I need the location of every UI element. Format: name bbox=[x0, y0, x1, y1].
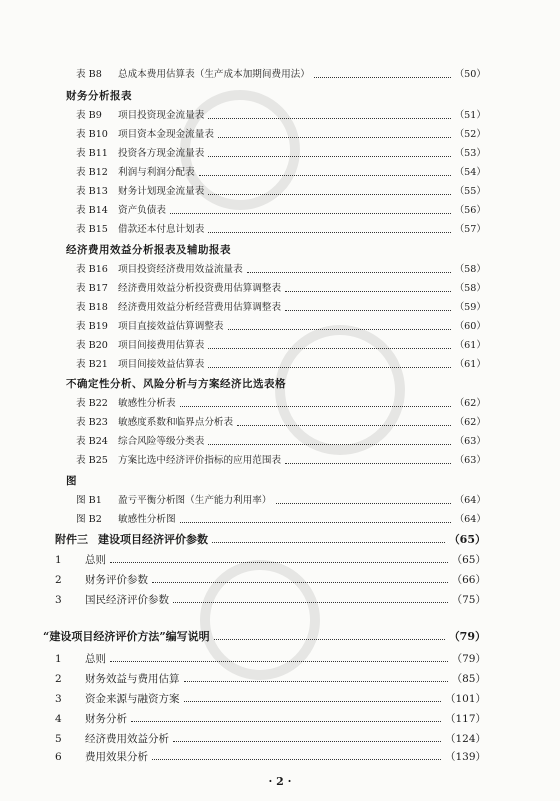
entry-page: （55） bbox=[454, 186, 486, 197]
section-title: 图 bbox=[66, 475, 77, 487]
entry-title: 项目直接效益估算调整表 bbox=[118, 321, 224, 332]
appendix-title: 建设项目经济评价参数 bbox=[98, 533, 208, 546]
toc-entry[interactable] bbox=[76, 492, 486, 510]
toc-entry[interactable] bbox=[76, 356, 486, 374]
entry-number: 1 bbox=[55, 554, 62, 566]
entry-title: 借款还本付息计划表 bbox=[118, 224, 205, 235]
entry-page: （61） bbox=[454, 359, 486, 370]
entry-page: （58） bbox=[454, 264, 486, 275]
leader-dots bbox=[285, 462, 451, 464]
entry-page: （65） bbox=[451, 554, 486, 566]
toc-entry[interactable] bbox=[55, 710, 486, 728]
leader-dots bbox=[218, 136, 451, 138]
entry-page: （63） bbox=[454, 436, 486, 447]
entry-number: 表 B13 bbox=[76, 186, 108, 197]
entry-page: （56） bbox=[454, 205, 486, 216]
entry-page: （57） bbox=[454, 224, 486, 235]
entry-title: 敏感性分析图 bbox=[118, 514, 176, 525]
entry-number: 表 B18 bbox=[76, 302, 108, 313]
toc-entry[interactable] bbox=[76, 280, 486, 298]
leader-dots bbox=[276, 502, 451, 504]
entry-title: 财务计划现金流量表 bbox=[118, 186, 205, 197]
entry-title: 总成本费用估算表（生产成本加期间费用法） bbox=[118, 69, 310, 80]
leader-dots bbox=[208, 347, 450, 349]
entry-number: 表 B8 bbox=[76, 69, 102, 80]
leader-dots bbox=[212, 541, 445, 543]
toc-entry[interactable] bbox=[76, 511, 486, 529]
entry-title: 项目资本金现金流量表 bbox=[118, 129, 214, 140]
toc-entry[interactable] bbox=[76, 164, 486, 182]
entry-number: 2 bbox=[55, 673, 62, 685]
leader-dots bbox=[228, 328, 451, 330]
entry-page: （85） bbox=[451, 673, 486, 685]
entry-page: （79） bbox=[448, 630, 486, 643]
entry-number: 图 B1 bbox=[76, 495, 102, 506]
entry-title: 总则 bbox=[85, 653, 106, 665]
entry-number: 表 B10 bbox=[76, 129, 108, 140]
leader-dots bbox=[208, 117, 450, 119]
leader-dots bbox=[208, 193, 450, 195]
entry-title: 敏感性分析表 bbox=[118, 398, 176, 409]
leader-dots bbox=[110, 660, 448, 662]
entry-number: 表 B24 bbox=[76, 436, 108, 447]
entry-number: 表 B23 bbox=[76, 417, 108, 428]
toc-appendix-heading[interactable] bbox=[55, 531, 486, 549]
entry-number: 表 B19 bbox=[76, 321, 108, 332]
toc-entry[interactable] bbox=[55, 690, 486, 708]
entry-number: 表 B11 bbox=[76, 148, 108, 159]
entry-page: （75） bbox=[451, 594, 486, 606]
leader-dots bbox=[214, 638, 445, 640]
entry-title: 敏感度系数和临界点分析表 bbox=[118, 417, 234, 428]
entry-number: 3 bbox=[55, 594, 62, 606]
toc-entry[interactable] bbox=[76, 145, 486, 163]
entry-page: （61） bbox=[454, 340, 486, 351]
toc-section-heading[interactable] bbox=[66, 87, 486, 105]
toc-entry[interactable] bbox=[76, 337, 486, 355]
entry-number: 表 B17 bbox=[76, 283, 108, 294]
leader-dots bbox=[237, 424, 450, 426]
entry-title: 费用效果分析 bbox=[85, 751, 148, 763]
leader-dots bbox=[184, 680, 448, 682]
leader-dots bbox=[173, 601, 448, 603]
entry-number: 表 B9 bbox=[76, 110, 102, 121]
toc-section-heading[interactable] bbox=[66, 241, 486, 259]
section-title: 财务分析报表 bbox=[66, 90, 132, 102]
leader-dots bbox=[152, 758, 441, 760]
entry-page: （60） bbox=[454, 321, 486, 332]
entry-number: 5 bbox=[55, 733, 62, 745]
entry-title: 财务效益与费用估算 bbox=[85, 673, 180, 685]
toc-section-heading[interactable] bbox=[66, 375, 486, 393]
leader-dots bbox=[180, 405, 451, 407]
leader-dots bbox=[208, 155, 450, 157]
toc-entry[interactable] bbox=[55, 591, 486, 609]
toc-entry[interactable] bbox=[76, 66, 486, 84]
leader-dots bbox=[285, 290, 451, 292]
toc-entry[interactable] bbox=[55, 551, 486, 569]
entry-title: 经济费用效益分析投资费用估算调整表 bbox=[118, 283, 282, 294]
toc-entry[interactable] bbox=[76, 395, 486, 413]
entry-page: （63） bbox=[454, 455, 486, 466]
entry-page: （101） bbox=[444, 693, 486, 705]
entry-title: 盈亏平衡分析图（生产能力利用率） bbox=[118, 495, 272, 506]
entry-number: 表 B20 bbox=[76, 340, 108, 351]
section-title: 不确定性分析、风险分析与方案经济比选表格 bbox=[66, 378, 286, 390]
entry-title: 项目投资现金流量表 bbox=[118, 110, 205, 121]
leader-dots bbox=[131, 720, 441, 722]
entry-page: （117） bbox=[444, 713, 486, 725]
leader-dots bbox=[110, 561, 448, 563]
entry-page: （52） bbox=[454, 129, 486, 140]
entry-page: （64） bbox=[454, 495, 486, 506]
entry-title: 财务分析 bbox=[85, 713, 127, 725]
entry-page: （79） bbox=[451, 653, 486, 665]
entry-number: 2 bbox=[55, 574, 62, 586]
leader-dots bbox=[199, 174, 451, 176]
leader-dots bbox=[173, 740, 441, 742]
appendix-number: 附件三 bbox=[55, 533, 88, 546]
entry-number: 4 bbox=[55, 713, 62, 725]
entry-title: 总则 bbox=[85, 554, 106, 566]
toc-entry[interactable] bbox=[76, 261, 486, 279]
entry-title: 财务评价参数 bbox=[85, 574, 148, 586]
toc-entry[interactable] bbox=[76, 107, 486, 125]
toc-entry[interactable] bbox=[76, 299, 486, 317]
toc-entry[interactable] bbox=[76, 414, 486, 432]
toc-entry[interactable] bbox=[76, 318, 486, 336]
entry-title: 资金来源与融资方案 bbox=[85, 693, 180, 705]
entry-page: （54） bbox=[454, 167, 486, 178]
entry-page: （51） bbox=[454, 110, 486, 121]
entry-page: （64） bbox=[454, 514, 486, 525]
entry-title: 利润与利润分配表 bbox=[118, 167, 195, 178]
entry-number: 表 B16 bbox=[76, 264, 108, 275]
entry-title: 方案比选中经济评价指标的应用范围表 bbox=[118, 455, 282, 466]
leader-dots bbox=[285, 309, 451, 311]
entry-number: 表 B21 bbox=[76, 359, 108, 370]
entry-title: 项目间接效益估算表 bbox=[118, 359, 205, 370]
toc-entry[interactable] bbox=[55, 670, 486, 688]
page-number: · 2 · bbox=[268, 775, 292, 788]
entry-page: （50） bbox=[454, 69, 486, 80]
entry-number: 表 B14 bbox=[76, 205, 108, 216]
entry-number: 图 B2 bbox=[76, 514, 102, 525]
entry-title: 资产负债表 bbox=[118, 205, 166, 216]
toc-explanation-heading[interactable] bbox=[43, 628, 486, 646]
entry-title: 综合风险等级分类表 bbox=[118, 436, 205, 447]
entry-title: 经济费用效益分析 bbox=[85, 733, 169, 745]
entry-number: 表 B12 bbox=[76, 167, 108, 178]
leader-dots bbox=[180, 521, 451, 523]
entry-title: 国民经济评价参数 bbox=[85, 594, 169, 606]
entry-title: 投资各方现金流量表 bbox=[118, 148, 205, 159]
leader-dots bbox=[314, 76, 451, 78]
entry-page: （59） bbox=[454, 302, 486, 313]
toc-entry[interactable] bbox=[55, 650, 486, 668]
toc-entry[interactable] bbox=[76, 452, 486, 470]
leader-dots bbox=[208, 443, 450, 445]
leader-dots bbox=[170, 212, 451, 214]
toc-entry[interactable] bbox=[76, 221, 486, 239]
entry-number: 表 B15 bbox=[76, 224, 108, 235]
entry-title: 经济费用效益分析经营费用估算调整表 bbox=[118, 302, 282, 313]
leader-dots bbox=[152, 581, 448, 583]
entry-number: 表 B22 bbox=[76, 398, 108, 409]
entry-page: （66） bbox=[451, 574, 486, 586]
toc-entry[interactable] bbox=[76, 126, 486, 144]
section-title: 经济费用效益分析报表及辅助报表 bbox=[66, 244, 231, 256]
entry-page: （62） bbox=[454, 417, 486, 428]
toc-entry[interactable] bbox=[55, 730, 486, 748]
entry-number: 3 bbox=[55, 693, 62, 705]
toc-entry[interactable] bbox=[76, 433, 486, 451]
entry-number: 表 B25 bbox=[76, 455, 108, 466]
entry-page: （139） bbox=[444, 751, 486, 763]
explanation-title: “建设项目经济评价方法”编写说明 bbox=[43, 630, 210, 643]
entry-title: 项目间接费用估算表 bbox=[118, 340, 205, 351]
entry-page: （65） bbox=[448, 533, 486, 546]
entry-number: 6 bbox=[55, 751, 62, 763]
toc-entry[interactable] bbox=[76, 183, 486, 201]
toc-entry[interactable] bbox=[55, 571, 486, 589]
entry-page: （58） bbox=[454, 283, 486, 294]
leader-dots bbox=[208, 231, 450, 233]
leader-dots bbox=[247, 271, 451, 273]
toc-entry[interactable] bbox=[55, 749, 486, 765]
entry-page: （124） bbox=[444, 733, 486, 745]
toc-section-heading[interactable] bbox=[66, 472, 486, 490]
entry-page: （62） bbox=[454, 398, 486, 409]
entry-page: （53） bbox=[454, 148, 486, 159]
entry-title: 项目投资经济费用效益流量表 bbox=[118, 264, 243, 275]
toc-entry[interactable] bbox=[76, 202, 486, 220]
leader-dots bbox=[208, 366, 450, 368]
leader-dots bbox=[184, 700, 441, 702]
entry-number: 1 bbox=[55, 653, 62, 665]
